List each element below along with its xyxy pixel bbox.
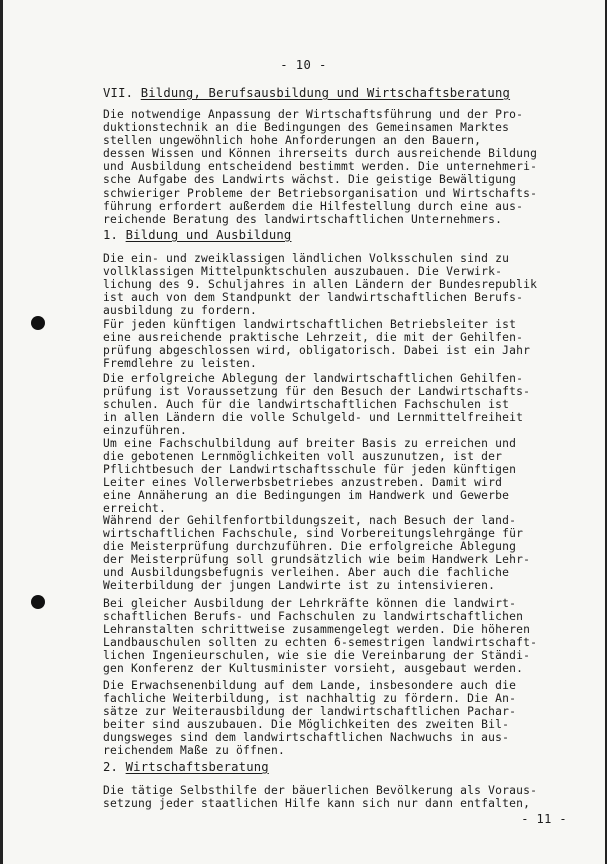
text-line: stellen ungewöhnlich hohe Anforderungen an den Bauern, — [103, 134, 482, 148]
text-line: Leiter eines Vollerwerbsbetriebes anzustreben. Damit wird — [103, 476, 503, 490]
text-line: fachliche Weiterbildung, ist nachhaltig zu fördern. Die An- — [103, 692, 517, 706]
section-1-paragraph-1 — [103, 252, 569, 317]
text-line: eine ausreichende praktische Lehrzeit, die mit der Gehilfen- — [103, 331, 524, 345]
section-1-title: Bildung und Ausbildung — [125, 228, 292, 242]
text-line: setzung jeder staatlichen Hilfe kann sich nur dann entfalten, — [103, 797, 531, 811]
text-line: Um eine Fachschulbildung auf breiter Basis zu erreichen und — [103, 437, 517, 450]
text-line: ausbildung zu fordern. — [103, 304, 258, 318]
text-line: erreicht. — [103, 502, 167, 516]
text-line: Die erfolgreiche Ablegung der landwirtschaftlichen Gehilfen- — [103, 372, 524, 385]
text-line: dungsweges sind dem landwirtschaftlichen Nachwuchs in aus- — [103, 731, 510, 745]
text-line: die gebotenen Lernmöglichkeiten voll auszunutzen, ist der — [103, 450, 503, 464]
text-line: einzuführen. — [103, 424, 188, 438]
text-line: lichen Ingenieurschulen, wie sie die Vereinbarung der Ständi- — [103, 649, 531, 663]
section-2-number: 2. — [103, 760, 119, 774]
text-line: schulen. Auch für die landwirtschaftlichen Fachschulen ist — [103, 398, 510, 412]
text-line: schwieriger Probleme der Betriebsorganisation und Wirtschafts- — [103, 186, 538, 200]
text-line: Für jeden künftigen landwirtschaftlichen Betriebsleiter ist — [103, 318, 517, 331]
scan-edge-left — [0, 0, 3, 864]
text-line: gen Konferenz der Kultusminister vorsieht, ausgebaut werden. — [103, 662, 524, 676]
text-line: Pflichtbesuch der Landwirtschaftsschule für jeden künftigen — [103, 463, 517, 477]
text-line: und Ausbildung entscheidend bestimmt werden. Die unternehmeri- — [103, 160, 538, 174]
text-line: ist auch von dem Standpunkt der landwirtschaftlichen Berufs- — [103, 291, 524, 305]
text-line: duktionstechnik an die Bedingungen des Gemeinsamen Marktes — [103, 121, 510, 135]
text-line: die Meisterprüfung durchzuführen. Die erfolgreiche Ablegung — [103, 540, 517, 554]
section-2-title: Wirtschaftsberatung — [125, 760, 269, 774]
text-line: reichende Beratung des landwirtschaftlichen Unternehmers. — [103, 212, 503, 226]
page-number: - 10 - — [280, 58, 327, 72]
main-heading — [103, 86, 563, 100]
punch-hole-bottom — [31, 595, 45, 609]
text-line: prüfung ist Voraussetzung für den Besuch der Landwirtschafts- — [103, 385, 531, 399]
section-1-number: 1. — [103, 228, 119, 242]
text-line: dessen Wissen und Können ihrerseits durch ausreichende Bildung — [103, 147, 538, 161]
section-1-paragraph-6 — [103, 597, 569, 676]
text-line: Während der Gehilfenfortbildungszeit, nach Besuch der land- — [103, 514, 517, 527]
text-line: Fremdlehre zu leisten. — [103, 357, 258, 371]
text-line: reichendem Maße zu öffnen. — [103, 744, 286, 758]
text-line: und Ausbildungsbefugnis verleihen. Aber auch die fachliche — [103, 566, 510, 580]
section-2-heading — [103, 760, 563, 774]
section-1-paragraph-2 — [103, 318, 569, 370]
section-1-paragraph-7 — [103, 679, 569, 758]
text-line: führung erfordert außerdem die Hilfestellung durch eine aus- — [103, 199, 524, 213]
text-line: Die tätige Selbsthilfe der bäuerlichen Bevölkerung als Voraus- — [103, 784, 538, 797]
text-line: beiter sind auszubauen. Die Möglichkeiten des zweiten Bil- — [103, 718, 510, 732]
text-line: prüfung abgeschlossen wird, obligatorisch. Dabei ist ein Jahr — [103, 344, 531, 358]
main-heading-title: Bildung, Berufsausbildung und Wirtschaftsberatung — [140, 86, 511, 100]
text-line: eine Annäherung an die Bedingungen im Handwerk und Gewerbe — [103, 489, 510, 503]
text-line: Bei gleicher Ausbildung der Lehrkräfte können die landwirt- — [103, 597, 517, 610]
main-heading-number: VII. — [103, 86, 134, 100]
text-line: vollklassigen Mittelpunktschulen auszubauen. Die Verwirk- — [103, 265, 503, 279]
section-1-paragraph-3 — [103, 372, 569, 437]
section-1-heading — [103, 228, 563, 242]
text-line: Die Erwachsenenbildung auf dem Lande, insbesondere auch die — [103, 679, 517, 692]
text-line: Weiterbildung der jungen Landwirte ist zu intensivieren. — [103, 579, 496, 593]
text-line: Lehranstalten schrittweise zusammengelegt werden. Die höheren — [103, 623, 531, 637]
text-line: Die ein- und zweiklassigen ländlichen Volksschulen sind zu — [103, 252, 510, 265]
text-line: Die notwendige Anpassung der Wirtschaftsführung und der Pro- — [103, 108, 524, 121]
text-line: Landbauschulen sollten zu echten 6-semestrigen landwirtschaft- — [103, 636, 538, 650]
text-line: der Meisterprüfung soll grundsätzlich wie beim Handwerk Lehr- — [103, 553, 531, 567]
section-2-paragraph-1 — [103, 784, 569, 810]
text-line: lichung des 9. Schuljahres in allen Ländern der Bundesrepublik — [103, 278, 538, 292]
text-line: in allen Ländern die volle Schulgeld- und Lernmittelfreiheit — [103, 411, 524, 425]
text-line: schaftlichen Berufs- und Fachschulen zu landwirtschaftlichen — [103, 610, 524, 624]
intro-paragraph — [103, 108, 569, 226]
section-1-paragraph-5 — [103, 514, 569, 593]
text-line: sätze zur Weiterausbildung der landwirtschaftlichen Pachar- — [103, 705, 517, 719]
section-1-paragraph-4 — [103, 437, 569, 516]
text-line: wirtschaftlichen Fachschule, sind Vorbereitungslehrgänge für — [103, 527, 524, 541]
text-line: sche Aufgabe des Landwirts wächst. Die geistige Bewältigung — [103, 173, 517, 187]
next-page-marker: - 11 - — [521, 812, 567, 826]
punch-hole-top — [31, 316, 45, 330]
